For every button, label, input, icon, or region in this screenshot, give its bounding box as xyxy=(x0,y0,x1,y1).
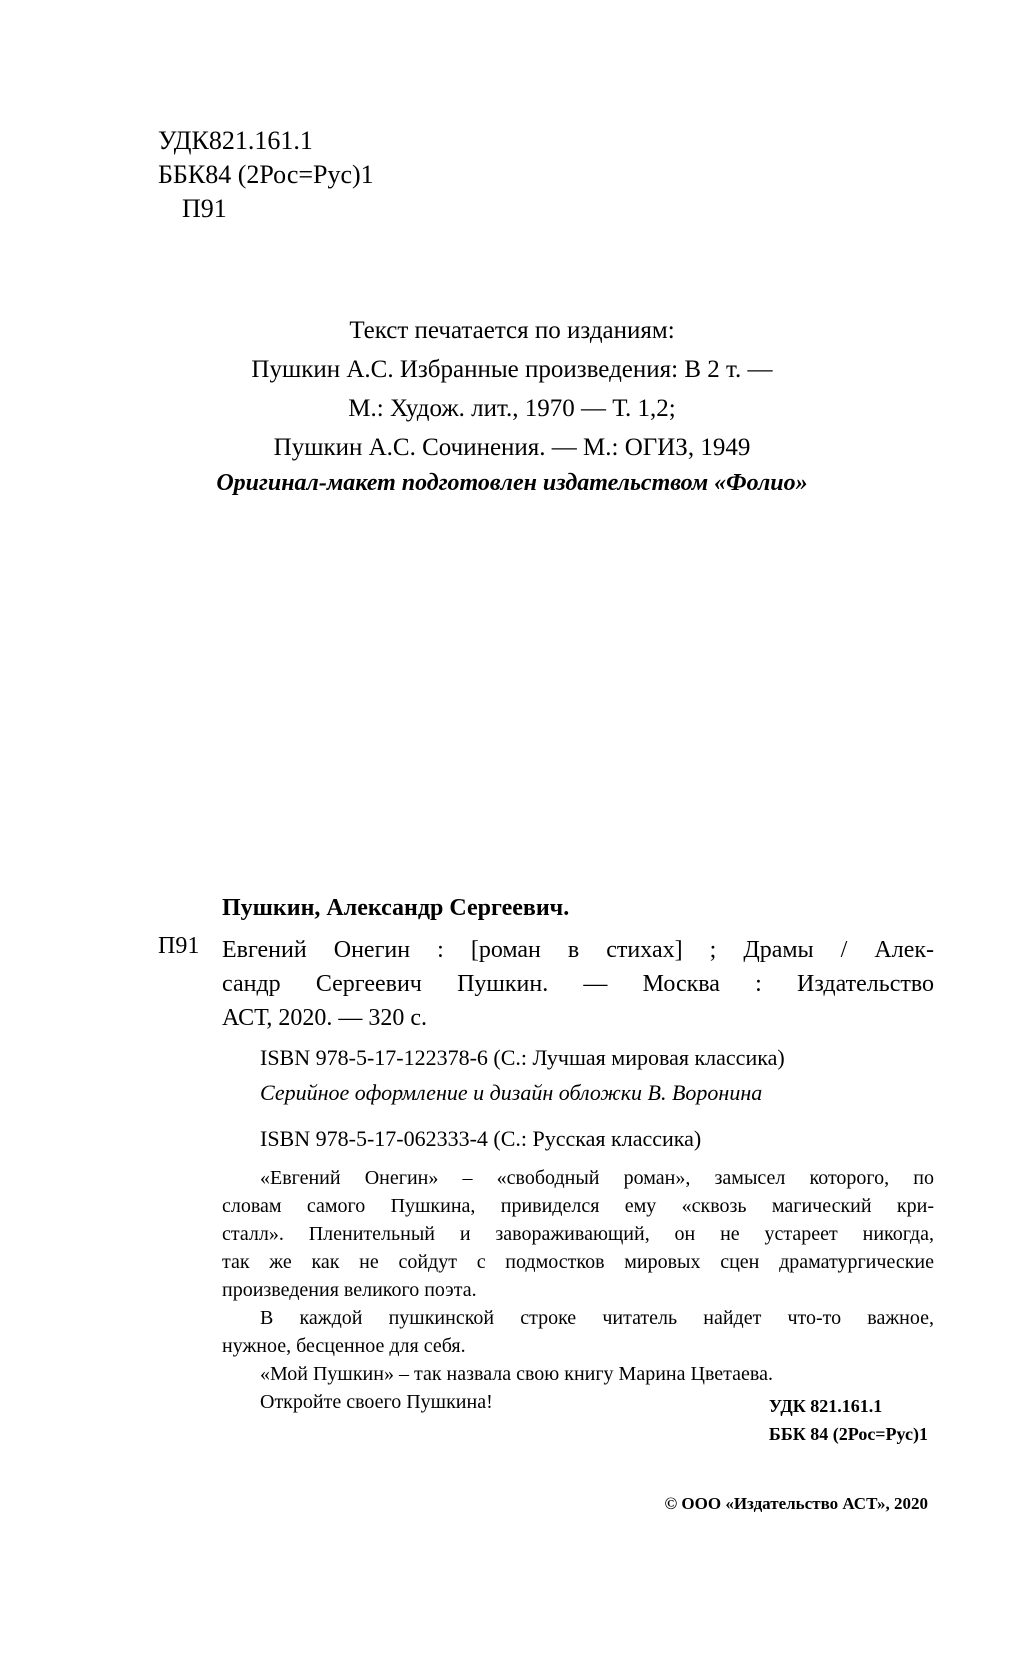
catalog-description xyxy=(222,933,934,1035)
bottom-codes xyxy=(769,1392,928,1448)
source-line: Пушкин А.С. Сочинения. — М.: ОГИЗ, 1949 xyxy=(273,434,751,461)
layout-note: Оригинал-макет подготовлен издательством «Фолио» xyxy=(216,470,808,496)
bbk-code: ББК84 (2Рос=Рус)1 xyxy=(158,160,374,189)
catalog-index: П91 xyxy=(158,933,200,959)
classification-codes xyxy=(158,124,374,226)
annotation-line: «Мой Пушкин» – так назвала свою книгу Марина Цветаева. xyxy=(260,1363,773,1385)
annotation-line: нужное, бесценное для себя. xyxy=(222,1335,466,1357)
catalog-author: Пушкин, Александр Сергеевич. xyxy=(222,895,570,921)
annotation-line: так же как не сойдут с подмостков мировых сцен драматургические xyxy=(222,1251,934,1273)
source-line: Пушкин А.С. Избранные произведения: В 2 т. — xyxy=(251,356,773,383)
annotation-line: Откройте своего Пушкина! xyxy=(260,1391,493,1413)
annotation xyxy=(222,1164,934,1416)
series-design-credit: Серийное оформление и дизайн обложки В. Воронина xyxy=(260,1080,763,1105)
annotation-line: словам самого Пушкина, привиделся ему «сквозь магический кри- xyxy=(222,1195,934,1217)
source-line: Текст печатается по изданиям: xyxy=(349,317,675,344)
catalog-line: сандр Сергеевич Пушкин. — Москва : Издательство xyxy=(222,971,934,997)
annotation-line: «Евгений Онегин» – «свободный роман», замысел которого, по xyxy=(260,1167,934,1189)
isbn-first: ISBN 978-5-17-122378-6 (С.: Лучшая мировая классика) xyxy=(260,1045,785,1070)
copyright-notice: © ООО «Издательство АСТ», 2020 xyxy=(664,1494,928,1513)
udk-code: УДК821.161.1 xyxy=(158,126,313,155)
source-editions xyxy=(0,311,1024,467)
isbn-second: ISBN 978-5-17-062333-4 (С.: Русская классика) xyxy=(260,1126,702,1151)
annotation-line: сталл». Пленительный и завораживающий, он не устареет никогда, xyxy=(222,1223,934,1245)
catalog-line: Евгений Онегин : [роман в стихах] ; Драмы / Алек- xyxy=(222,937,934,963)
source-line: М.: Худож. лит., 1970 — Т. 1,2; xyxy=(348,395,676,422)
bottom-udk: УДК 821.161.1 xyxy=(768,1396,883,1416)
annotation-line: произведения великого поэта. xyxy=(222,1279,477,1301)
bottom-bbk: ББК 84 (2Рос=Рус)1 xyxy=(768,1424,928,1444)
author-sign: П91 xyxy=(182,194,227,223)
annotation-line: В каждой пушкинской строке читатель найдет что-то важное, xyxy=(260,1307,934,1329)
catalog-line: АСТ, 2020. — 320 с. xyxy=(222,1005,428,1031)
